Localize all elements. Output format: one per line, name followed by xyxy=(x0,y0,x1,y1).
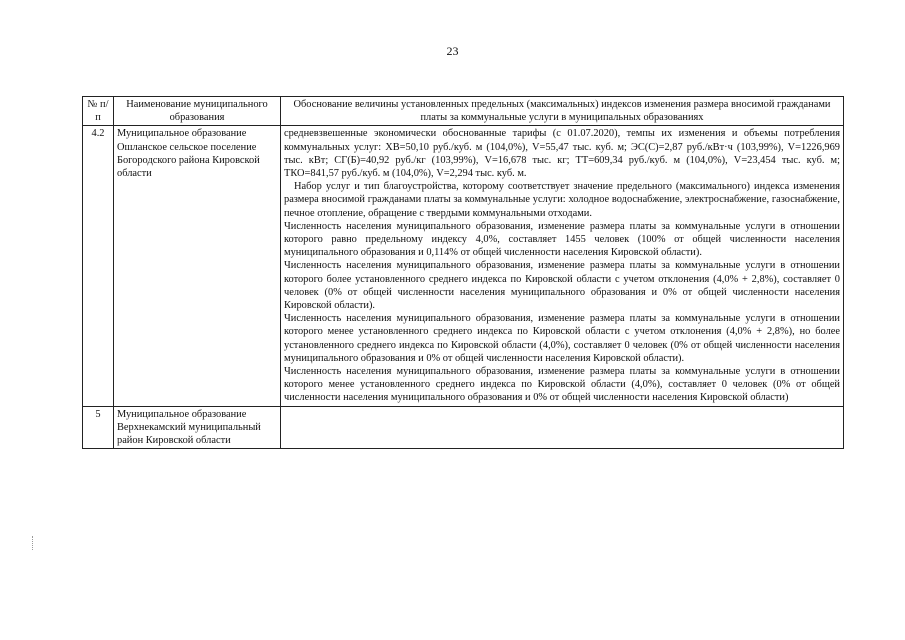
justification-paragraph: Численность населения муниципального образования, изменение размера платы за коммунальные услуги в отношении которого менее установленного среднего индекса по Кировской области с учетом отклонения (4,0% + 2,8%), но более установленного среднего индекса по Кировской области (4,0%), составляет 0 человек (0% от общей численности населения муниципального образования и 0% от общей численности населения Кировской области). xyxy=(284,313,840,364)
justification-paragraph: Численность населения муниципального образования, изменение размера платы за коммунальные услуги в отношении которого более установленного среднего индекса по Кировской области с учетом отклонения (4,0% + 2,8%), составляет 0 человек (0% от общей численности населения муниципального образования и 0% от общей численности населения Кировской области). xyxy=(284,260,840,312)
tariff-index-table xyxy=(82,96,844,449)
justification-paragraph: средневзвешенные экономически обоснованные тарифы (с 01.07.2020), темпы их изменения и объемы потребления коммунальных услуг: ХВ=50,10 руб./куб. м (104,0%), V=55,47 тыс. куб. м; ЭС(С)=2,87 руб./кВт·ч (103,99%), V=1226,969 тыс. кВт; СГ(Б)=40,92 руб./кг (103,99%), V=16,678 тыс. кг; ТТ=609,34 руб./куб. м (104,0%), V=23,454 тыс. куб. м; ТКО=841,57 руб./куб. м (104,0%), V=2,294 тыс. куб. м. xyxy=(284,128,840,180)
header-num: № п/п xyxy=(83,97,114,126)
row-num: 5 xyxy=(83,406,114,449)
header-text: Обоснование величины установленных предельных (максимальных) индексов изменения размера вносимой гражданами платы за коммунальные услуги в муниципальных образованиях xyxy=(281,97,844,126)
row-num: 4.2 xyxy=(83,126,114,406)
table-row xyxy=(83,406,844,449)
page-number: 23 xyxy=(446,44,459,58)
row-municipality-name: Муниципальное образование Верхнекамский муниципальный район Кировской области xyxy=(114,406,281,449)
header-name: Наименование муниципального образования xyxy=(114,97,281,126)
justification-paragraph: Численность населения муниципального образования, изменение размера платы за коммунальные услуги в отношении которого менее установленного среднего индекса по Кировской области (4,0%), составляет 0 человек (0% от общей численности населения муниципального образования и 0% от общей численности населения Кировской области) xyxy=(284,366,840,404)
row-justification xyxy=(281,126,844,406)
table-row xyxy=(83,126,844,406)
justification-paragraph: Численность населения муниципального образования, изменение размера платы за коммунальные услуги в отношении которого равно предельному индексу 4,0%, составляет 1455 человек (100% от общей численности населения муниципального образования и 0,114% от общей численности населения Кировской области). xyxy=(284,220,840,259)
table-header-row xyxy=(83,97,844,126)
row-justification xyxy=(281,406,844,449)
row-municipality-name: Муниципальное образование Ошланское сельское поселение Богородского района Кировской области xyxy=(114,126,281,406)
scan-margin-mark xyxy=(32,536,35,550)
justification-paragraph: Набор услуг и тип благоустройства, которому соответствует значение предельного (максимального) индекса изменения размера вносимой гражданами платы за коммунальные услуги: холодное водоснабжение, электроснабжение, газоснабжение, печное отопление, обращение с твердыми коммунальными отходами. xyxy=(284,181,840,219)
